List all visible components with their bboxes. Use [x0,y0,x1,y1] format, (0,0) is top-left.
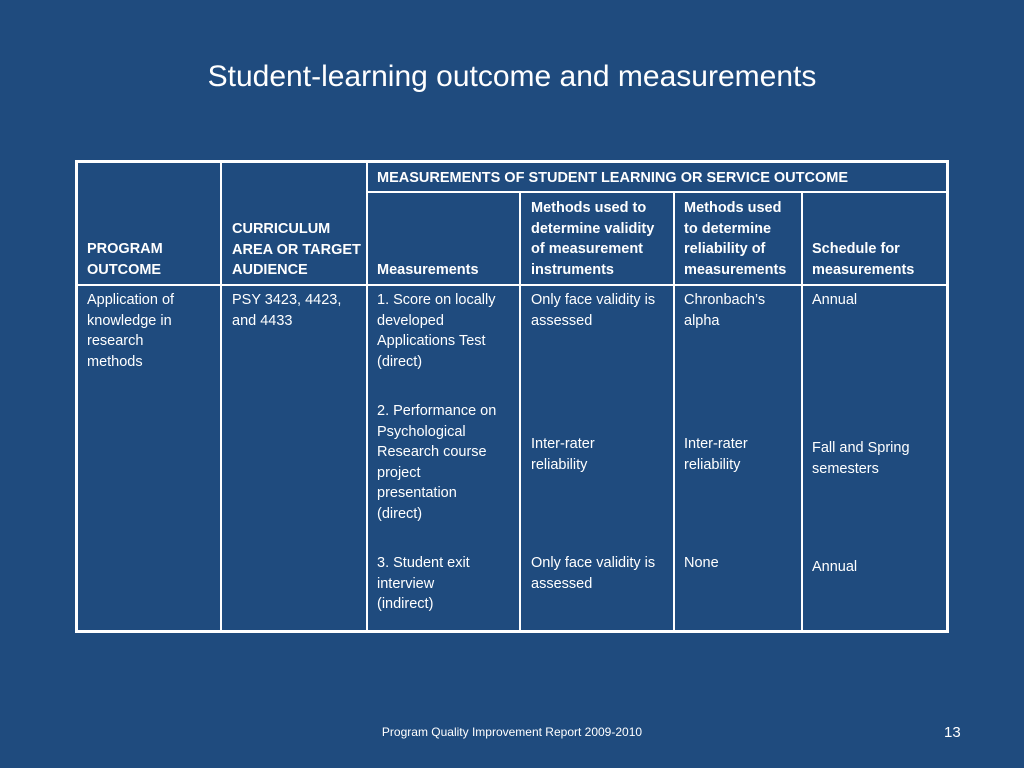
schedule-2: Fall and Spring semesters [812,440,910,477]
measurement-1: 1. Score on locally developed Applications Test (direct) [377,292,496,370]
slide-title: Student-learning outcome and measurements [207,60,817,93]
measurement-2: 2. Performance on Psychological Research course project presentation (direct) [377,403,497,522]
validity-2: Inter-rater reliability [531,436,595,473]
column-divider-4 [673,192,675,633]
measurement-3: 3. Student exit interview (indirect) [377,555,470,612]
column-divider-5 [801,192,803,633]
schedule-1: Annual [812,292,858,308]
slide-footer: Program Quality Improvement Report 2009-2010 [381,725,643,739]
reliability-3: None [684,555,719,571]
header-reliability: Methods used to determine reliability of measurements [684,200,787,278]
header-validity: Methods used to determine validity of measurement instruments [531,200,655,278]
group-header: MEASUREMENTS OF STUDENT LEARNING OR SERVICE OUTCOME [377,170,849,186]
validity-1: Only face validity is assessed [531,292,656,329]
header-curriculum: CURRICULUM AREA OR TARGET AUDIENCE [232,221,361,278]
header-schedule: Schedule for measurements [812,241,915,278]
reliability-1: Chronbach’s alpha [684,292,766,329]
header-measurements: Measurements [377,262,479,278]
reliability-2: Inter-rater reliability [684,436,748,473]
header-program-outcome: PROGRAM OUTCOME [87,241,163,278]
header-bottom-rule [75,284,949,286]
curriculum-cell: PSY 3423, 4423, and 4433 [232,292,342,329]
program-outcome-cell: Application of knowledge in research methods [87,292,175,370]
validity-3: Only face validity is assessed [531,555,656,592]
page-number: 13 [944,724,961,741]
column-divider-1 [220,160,222,633]
schedule-3: Annual [812,559,858,575]
group-header-rule [366,191,949,193]
column-divider-3 [519,192,521,633]
column-divider-2 [366,160,368,633]
